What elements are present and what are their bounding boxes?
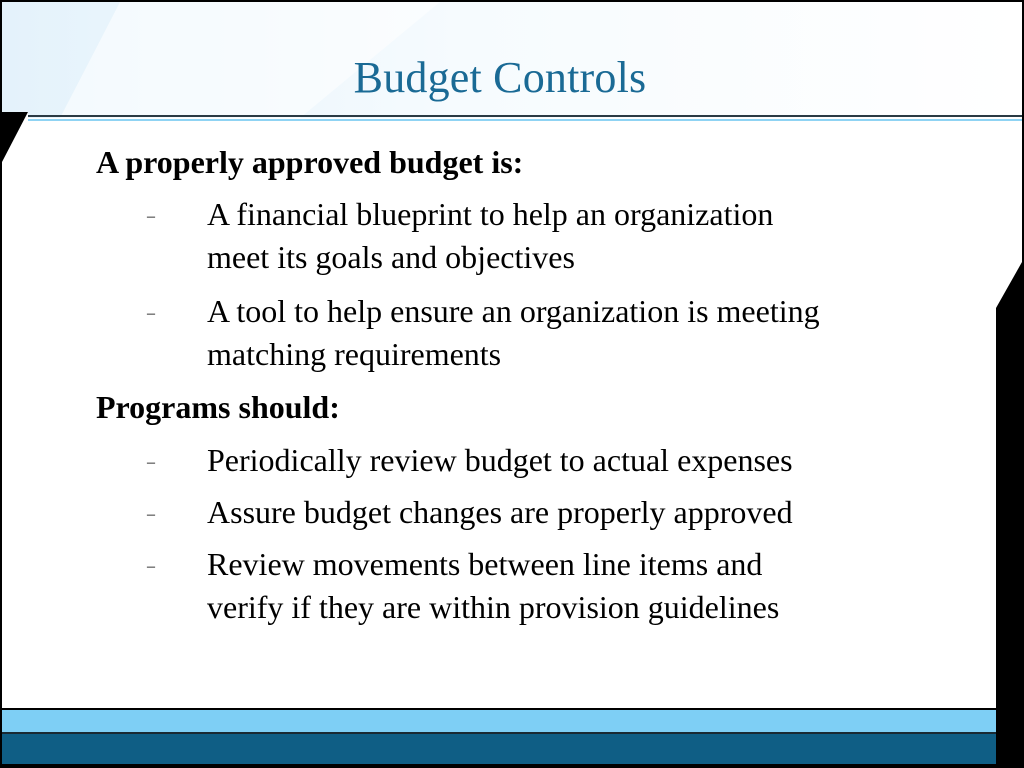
bullet-marker: – bbox=[147, 305, 155, 322]
bullet-assure-changes bbox=[207, 491, 967, 534]
bullet-financial-blueprint bbox=[207, 193, 967, 279]
bullet-marker: – bbox=[147, 506, 155, 523]
footer-band-light bbox=[2, 710, 996, 732]
bullet-periodic-review bbox=[207, 439, 967, 482]
bullet-line: Assure budget changes are properly approved bbox=[207, 494, 793, 530]
bullet-line: verify if they are within provision guidelines bbox=[207, 589, 780, 625]
section-heading-budget: A properly approved budget is: bbox=[96, 144, 524, 180]
bullet-line: A tool to help ensure an organization is meeting bbox=[207, 293, 820, 329]
footer-band-dark bbox=[2, 734, 996, 764]
section-heading-programs: Programs should: bbox=[96, 389, 340, 425]
bullet-review-movements bbox=[207, 543, 967, 629]
bullet-line: meet its goals and objectives bbox=[207, 239, 575, 275]
bullet-marker: – bbox=[147, 558, 155, 575]
slide-title: Budget Controls bbox=[353, 53, 647, 102]
bullet-line: A financial blueprint to help an organization bbox=[207, 196, 774, 232]
bullet-tool-matching bbox=[207, 290, 967, 376]
bullet-marker: – bbox=[147, 208, 155, 225]
bullet-line: Review movements between line items and bbox=[207, 546, 763, 582]
bullet-line: Periodically review budget to actual expenses bbox=[207, 442, 793, 478]
bullet-marker: – bbox=[147, 454, 155, 471]
bullet-line: matching requirements bbox=[207, 336, 502, 372]
